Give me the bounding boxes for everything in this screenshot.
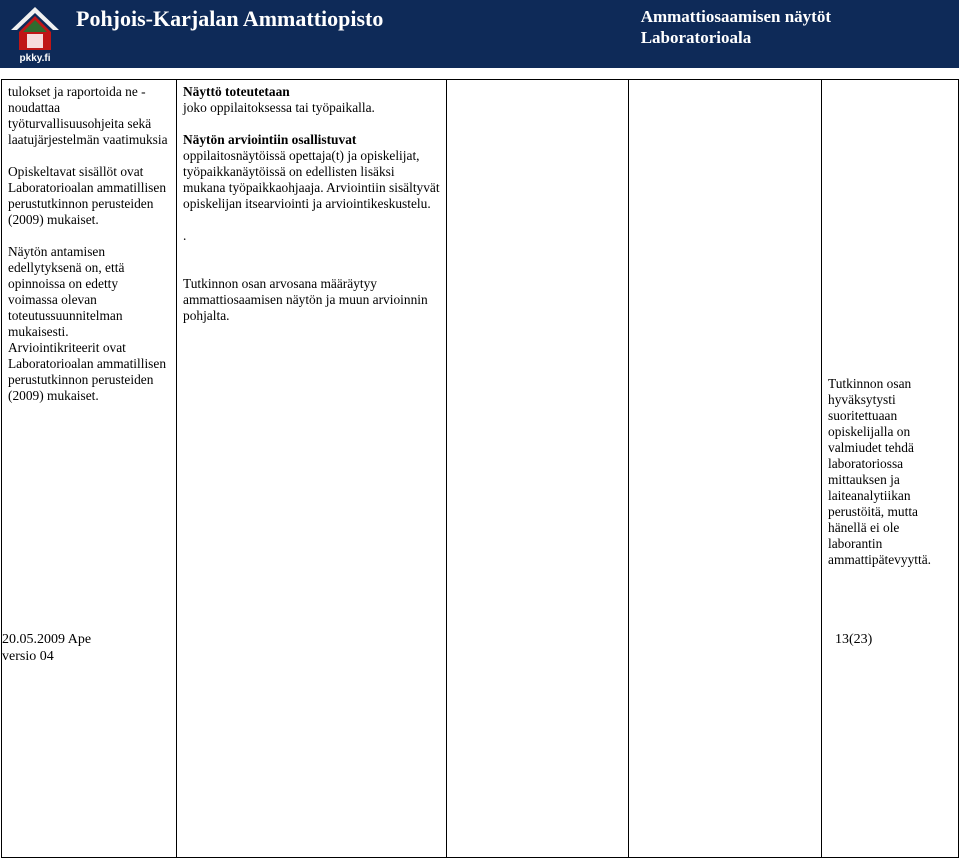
footer-info [2, 631, 91, 665]
footer-version: versio 04 [2, 649, 54, 664]
document-title [641, 6, 831, 48]
cell-paragraph: Näytön antamisen edellytyksenä on, että opinnoissa on edetty voimassa olevan toteutussuunnitelman mukaisesti. [8, 244, 125, 339]
cell-outcome [822, 80, 959, 858]
title-line-1: Ammattiosaamisen näytöt [640, 7, 831, 26]
page-header [0, 0, 959, 68]
cell-empty-1 [447, 80, 629, 858]
title-line-2: Laboratorioala [640, 28, 752, 47]
cell-text: joko oppilaitoksessa tai työpaikalla. [183, 100, 375, 115]
page-number: 13(23) [835, 632, 873, 647]
content-table [1, 79, 959, 858]
cell-empty-2 [629, 80, 822, 858]
pkky-logo [7, 4, 63, 64]
cell-assessment [177, 80, 447, 858]
cell-paragraph: Arviointikriteerit ovat Laboratorioalan ammatillisen perustutkinnon perusteiden (2009) mukaiset. [8, 340, 167, 403]
cell-paragraph: . [183, 228, 187, 243]
cell-paragraph: Tutkinnon osan hyväksytysti suoritettuaan opiskelijalla on valmiudet tehdä laboratoriossa mittauksen ja laiteanalytiikan perustöitä, mutta hänellä ei ole laborantin ammattipätevyyttä. [828, 376, 931, 567]
cell-text: oppilaitosnäytöissä opettaja(t) ja opiskelijat, työpaikkanäytöissä on edellisten lisäksi mukana työpaikkaohjaaja. Arviointiin sisältyvät opiskelijan itsearviointi ja arviointikeskustelu. [183, 148, 440, 211]
cell-heading: Näytön arviointiin osallistuvat [183, 132, 357, 147]
cell-paragraph: Tutkinnon osan arvosana määräytyy ammattiosaamisen näytön ja muun arvioinnin pohjalta. [183, 276, 428, 323]
logo-text: pkky.fi [19, 53, 51, 64]
footer-date: 20.05.2009 Ape [2, 632, 92, 647]
cell-heading: Näyttö toteutetaan [183, 84, 290, 99]
cell-paragraph: Opiskeltavat sisällöt ovat Laboratorioalan ammatillisen perustutkinnon perusteiden (2009) mukaiset. [8, 164, 167, 227]
cell-requirements [2, 80, 177, 858]
organization-name: Pohjois-Karjalan Ammattiopisto [76, 6, 384, 31]
table-row [2, 80, 959, 858]
cell-paragraph: tulokset ja raportoida ne - noudattaa työturvallisuusohjeita sekä laatujärjestelmän vaatimuksia [8, 84, 168, 147]
